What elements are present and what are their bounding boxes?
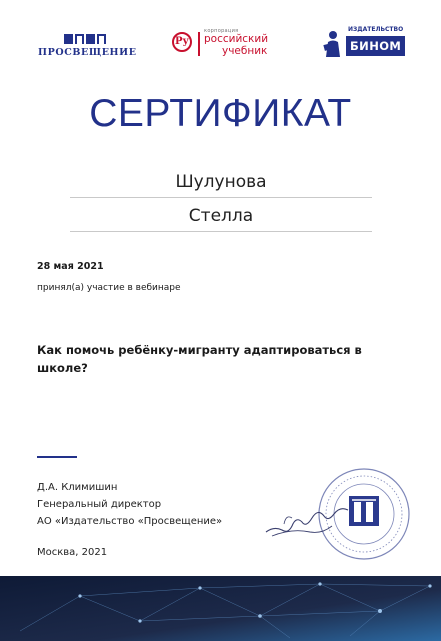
logo-divider [198, 32, 200, 56]
webinar-title: Как помочь ребёнку-мигранту адаптироваться в школе? [37, 343, 362, 375]
prosveshchenie-logo-text: ПРОСВЕЩЕНИЕ [38, 47, 137, 58]
reader-figure-icon [322, 30, 344, 58]
footer-network-banner [0, 576, 441, 641]
binom-logo [322, 26, 406, 62]
handwritten-signature [262, 496, 352, 540]
signature-rule [37, 456, 77, 458]
binom-logo-text: БИНОМ [346, 36, 405, 56]
prosveshchenie-logo [38, 34, 138, 58]
recipient-first-name: Стелла [188, 206, 254, 226]
participation-text: принял(а) участие в вебинаре [37, 283, 181, 293]
rossiysky-uchebnik-logo [172, 28, 302, 62]
signatory-organization: АО «Издательство «Просвещение» [37, 516, 223, 527]
certificate-title: СЕРТИФИКАТ [89, 92, 352, 135]
signatory-position: Генеральный директор [37, 499, 162, 510]
surname-underline [70, 197, 372, 198]
event-date: 28 мая 2021 [37, 261, 104, 272]
ru-logo-caption: корпорация [204, 28, 239, 34]
signatory-name: Д.А. Климишин [37, 482, 118, 493]
prosveshchenie-mark-icon [64, 34, 138, 44]
logo-bar [0, 22, 441, 72]
first-name-underline [70, 231, 372, 232]
ru-circle-icon: Ру [172, 32, 192, 52]
recipient-surname: Шулунова [175, 172, 267, 192]
place-year: Москва, 2021 [37, 547, 108, 558]
binom-caption: ИЗДАТЕЛЬСТВО [348, 26, 404, 33]
ru-logo-line2: учебник [222, 45, 268, 57]
ru-logo-line1: российский [204, 33, 269, 45]
